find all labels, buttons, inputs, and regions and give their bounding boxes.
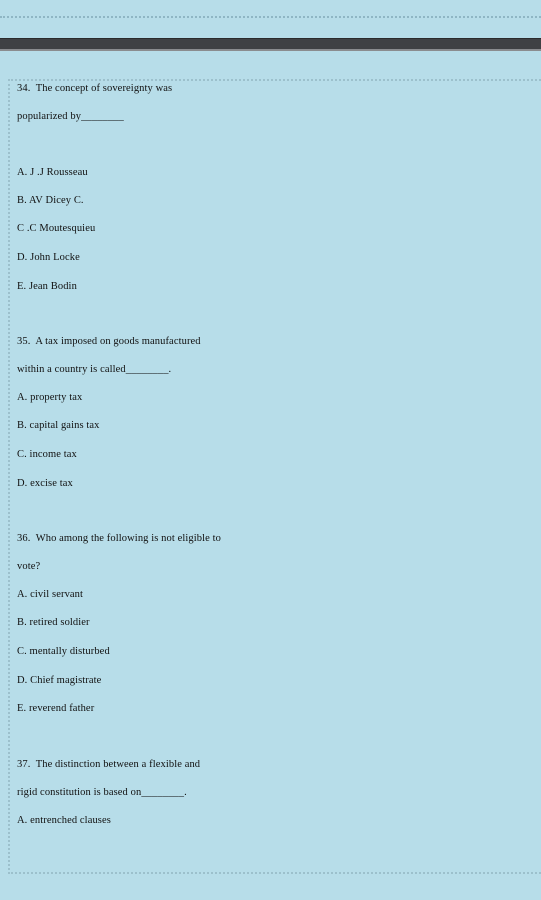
question-number: 34. xyxy=(17,83,31,94)
question-text: A tax imposed on goods manufactured xyxy=(35,336,201,347)
question-text: The distinction between a flexible and xyxy=(35,759,201,770)
question-stem-line-1 xyxy=(17,82,172,96)
option-d: D. John Locke xyxy=(17,252,80,263)
option-b: B. AV Dicey C. xyxy=(17,195,84,206)
option-d: D. excise tax xyxy=(17,478,73,489)
option-e: E. reverend father xyxy=(17,703,95,714)
divider-bar xyxy=(0,38,541,51)
question-stem-line-2: popularized by________ xyxy=(17,111,124,122)
option-c: C. mentally disturbed xyxy=(17,646,110,657)
question-number: 36. xyxy=(17,533,31,544)
option-a: A. J .J Rousseau xyxy=(17,167,88,178)
option-c: C. income tax xyxy=(17,449,77,460)
question-stem-line-1 xyxy=(17,335,201,349)
option-a: A. entrenched clauses xyxy=(17,815,111,826)
question-stem-line-2: within a country is called________. xyxy=(17,364,172,375)
top-panel xyxy=(0,0,541,18)
content-card xyxy=(8,79,541,874)
option-c: C .C Moutesquieu xyxy=(17,223,96,234)
option-a: A. civil servant xyxy=(17,589,84,600)
option-d: D. Chief magistrate xyxy=(17,675,102,686)
option-a: A. property tax xyxy=(17,392,83,403)
question-text: Who among the following is not eligible to xyxy=(35,533,222,544)
question-number: 35. xyxy=(17,336,31,347)
option-b: B. retired soldier xyxy=(17,617,90,628)
question-stem-line-1 xyxy=(17,532,221,546)
option-e: E. Jean Bodin xyxy=(17,281,77,292)
question-stem-line-1 xyxy=(17,758,200,772)
option-b: B. capital gains tax xyxy=(17,420,100,431)
question-stem-line-2: rigid constitution is based on________. xyxy=(17,787,187,798)
question-text: The concept of sovereignty was xyxy=(35,83,173,94)
question-stem-line-2: vote? xyxy=(17,561,41,572)
question-number: 37. xyxy=(17,759,31,770)
